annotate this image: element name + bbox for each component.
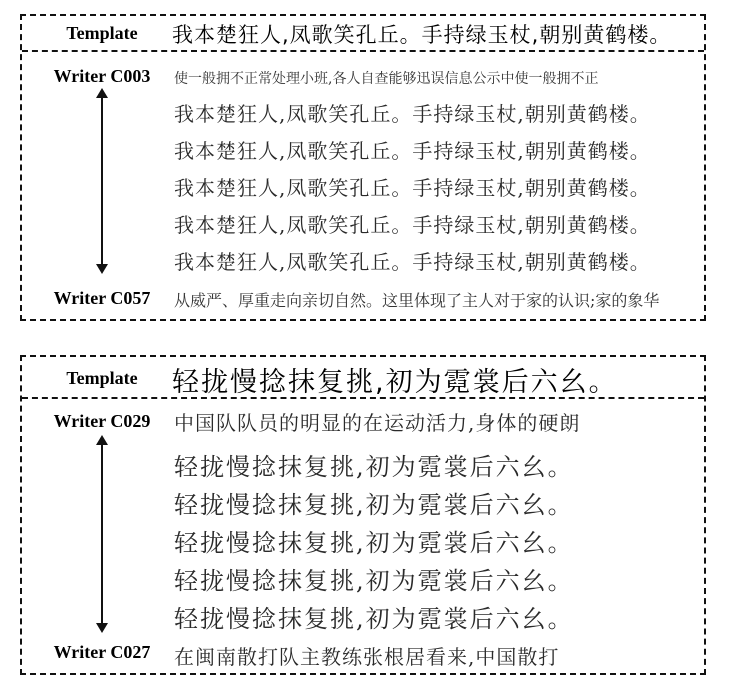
handwriting-line: 中国队队员的明显的在运动活力,身体的硬朗 — [174, 411, 581, 435]
template-label: Template — [66, 368, 138, 388]
figure-panel-2 — [20, 355, 706, 675]
template-label: Template — [66, 23, 138, 43]
writer-range-arrow — [101, 96, 103, 266]
writer-label-top: Writer C003 — [53, 66, 151, 86]
figure-panel-1 — [20, 14, 706, 321]
writer-label-bottom: Writer C057 — [53, 288, 151, 308]
template-text: 轻拢慢捻抹复挑,初为霓裳后六幺。 — [172, 367, 618, 398]
template-row-2 — [22, 357, 704, 399]
template-row-1 — [22, 16, 704, 52]
handwriting-line: 我本楚狂人,凤歌笑孔丘。手持绿玉杖,朝别黄鹤楼。 — [174, 102, 651, 126]
handwriting-line: 轻拢慢捻抹复挑,初为霓裳后六幺。 — [174, 529, 574, 557]
handwriting-line: 从威严、厚重走向亲切自然。这里体现了主人对于家的认识;家的象华 — [174, 291, 660, 310]
handwriting-line: 轻拢慢捻抹复挑,初为霓裳后六幺。 — [174, 567, 574, 595]
writer-range-arrow — [101, 443, 103, 625]
handwriting-line: 轻拢慢捻抹复挑,初为霓裳后六幺。 — [174, 453, 574, 481]
writer-label-top: Writer C029 — [53, 411, 151, 431]
handwriting-line: 轻拢慢捻抹复挑,初为霓裳后六幺。 — [174, 605, 574, 633]
handwriting-line: 轻拢慢捻抹复挑,初为霓裳后六幺。 — [174, 491, 574, 519]
handwriting-line: 我本楚狂人,凤歌笑孔丘。手持绿玉杖,朝别黄鹤楼。 — [174, 213, 651, 237]
writer-label-bottom: Writer C027 — [53, 642, 151, 662]
template-text: 我本楚狂人,凤歌笑孔丘。手持绿玉杖,朝别黄鹤楼。 — [172, 23, 672, 47]
handwriting-line: 使一般拥不正常处理小班,各人自查能够迅误信息公示中使一般拥不正 — [174, 71, 599, 87]
handwriting-line: 我本楚狂人,凤歌笑孔丘。手持绿玉杖,朝别黄鹤楼。 — [174, 176, 651, 200]
handwriting-line: 我本楚狂人,凤歌笑孔丘。手持绿玉杖,朝别黄鹤楼。 — [174, 250, 651, 274]
handwriting-line: 我本楚狂人,凤歌笑孔丘。手持绿玉杖,朝别黄鹤楼。 — [174, 139, 651, 163]
handwriting-line: 在闽南散打队主教练张根居看来,中国散打 — [174, 645, 560, 669]
